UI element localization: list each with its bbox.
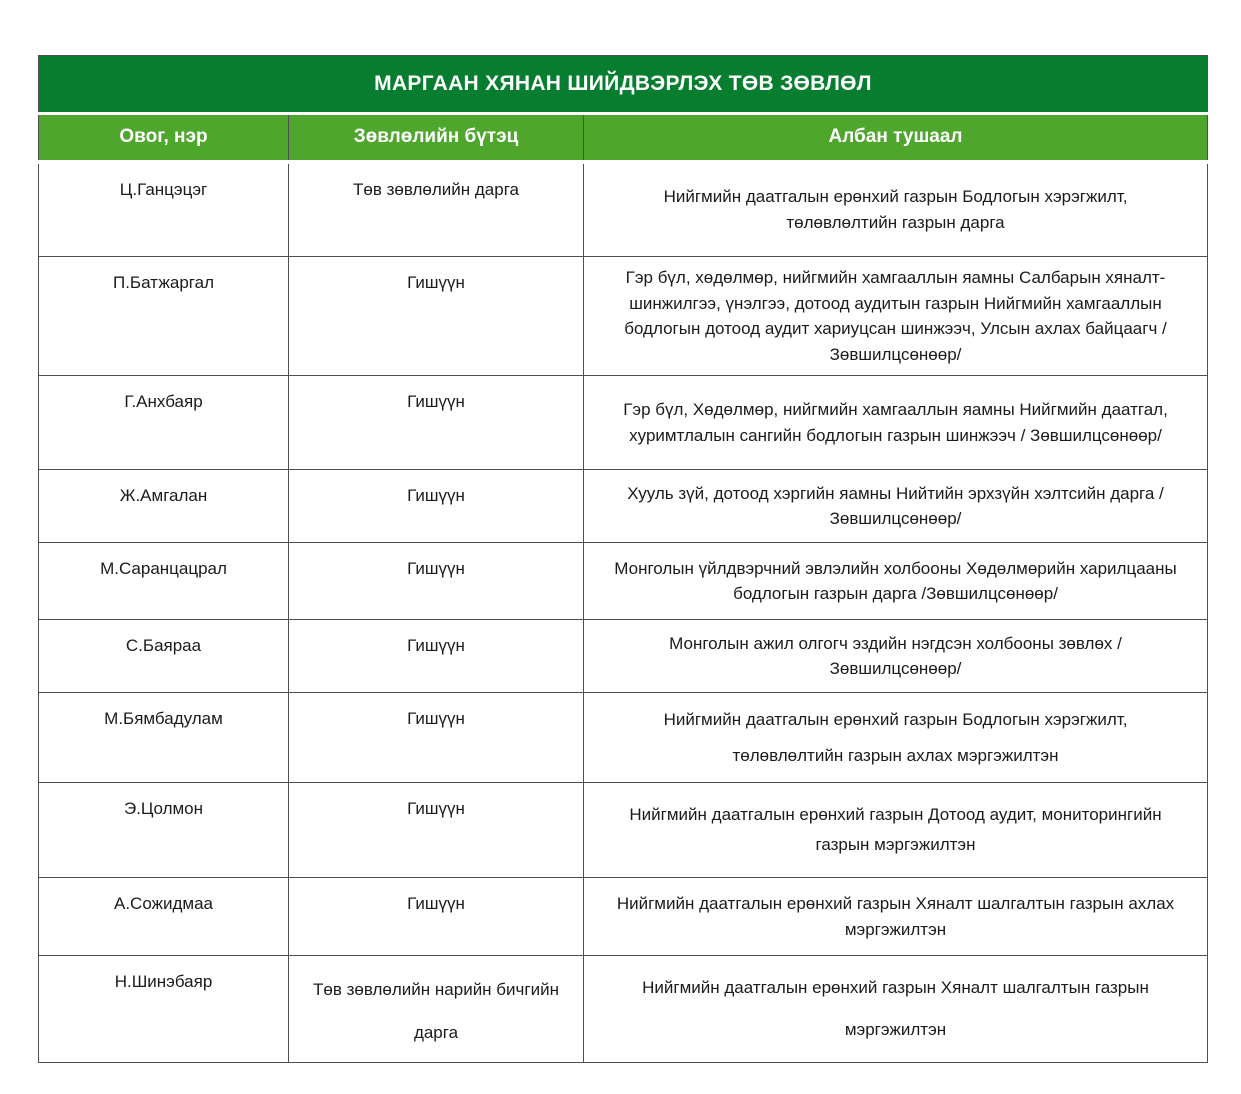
member-position: Монголын үйлдвэрчний эвлэлийн холбооны Хөдөлмөрийн харилцааны бодлогын газрын дарга /Зөвшилцсөнөөр/: [584, 543, 1208, 620]
table-row: [39, 376, 1208, 470]
member-role: Төв зөвлөлийн дарга: [289, 162, 584, 257]
member-role: Гишүүн: [289, 376, 584, 470]
member-position: Нийгмийн даатгалын ерөнхий газрын Хяналт шалгалтын газрын мэргэжилтэн: [584, 956, 1208, 1063]
member-role: Гишүүн: [289, 783, 584, 878]
column-header-name: Овог, нэр: [39, 114, 289, 162]
member-name: А.Сожидмаа: [39, 878, 289, 956]
member-name: М.Бямбадулам: [39, 693, 289, 783]
column-header-position: Албан тушаал: [584, 114, 1208, 162]
member-role: Гишүүн: [289, 878, 584, 956]
table-row: [39, 257, 1208, 376]
table-row: [39, 956, 1208, 1063]
title-row: [39, 56, 1208, 114]
member-position: Нийгмийн даатгалын ерөнхий газрын Бодлогын хэрэгжилт, төлөвлөлтийн газрын ахлах мэргэжилтэн: [584, 693, 1208, 783]
table-row: [39, 162, 1208, 257]
member-name: С.Баяраа: [39, 620, 289, 693]
member-position: Нийгмийн даатгалын ерөнхий газрын Дотоод аудит, мониторингийн газрын мэргэжилтэн: [584, 783, 1208, 878]
table-row: [39, 620, 1208, 693]
table-title: МАРГААН ХЯНАН ШИЙДВЭРЛЭХ ТӨВ ЗӨВЛӨЛ: [39, 56, 1208, 114]
member-role: Гишүүн: [289, 543, 584, 620]
table-row: [39, 543, 1208, 620]
table-body: [39, 162, 1208, 1063]
member-position: Хууль зүй, дотоод хэргийн яамны Нийтийн эрхзүйн хэлтсийн дарга /Зөвшилцсөнөөр/: [584, 470, 1208, 543]
member-name: Н.Шинэбаяр: [39, 956, 289, 1063]
member-name: П.Батжаргал: [39, 257, 289, 376]
column-header-structure: Зөвлөлийн бүтэц: [289, 114, 584, 162]
member-role: Гишүүн: [289, 693, 584, 783]
council-table: [38, 55, 1208, 1063]
column-header-row: [39, 114, 1208, 162]
member-position: Нийгмийн даатгалын ерөнхий газрын Бодлогын хэрэгжилт, төлөвлөлтийн газрын дарга: [584, 162, 1208, 257]
member-position: Монголын ажил олгогч эздийн нэгдсэн холбооны зөвлөх / Зөвшилцсөнөөр/: [584, 620, 1208, 693]
table-row: [39, 693, 1208, 783]
table-row: [39, 783, 1208, 878]
member-position: Нийгмийн даатгалын ерөнхий газрын Хяналт шалгалтын газрын ахлах мэргэжилтэн: [584, 878, 1208, 956]
member-role: Гишүүн: [289, 470, 584, 543]
member-name: Э.Цолмон: [39, 783, 289, 878]
member-name: Ц.Ганцэцэг: [39, 162, 289, 257]
member-role: Төв зөвлөлийн нарийн бичгийн дарга: [289, 956, 584, 1063]
member-name: Ж.Амгалан: [39, 470, 289, 543]
member-role: Гишүүн: [289, 620, 584, 693]
member-name: Г.Анхбаяр: [39, 376, 289, 470]
member-position: Гэр бүл, хөдөлмөр, нийгмийн хамгааллын яамны Салбарын хяналт-шинжилгээ, үнэлгээ, дотоод аудитын газрын Нийгмийн хамгааллын бодлогын дотоод аудит хариуцсан шинжээч, Улсын ахлах байцаагч /Зөвшилцсөнөөр/: [584, 257, 1208, 376]
member-position: Гэр бүл, Хөдөлмөр, нийгмийн хамгааллын яамны Нийгмийн даатгал, хуримтлалын сангийн бодлогын газрын шинжээч / Зөвшилцсөнөөр/: [584, 376, 1208, 470]
member-name: М.Саранцацрал: [39, 543, 289, 620]
member-role: Гишүүн: [289, 257, 584, 376]
table-row: [39, 878, 1208, 956]
table-row: [39, 470, 1208, 543]
